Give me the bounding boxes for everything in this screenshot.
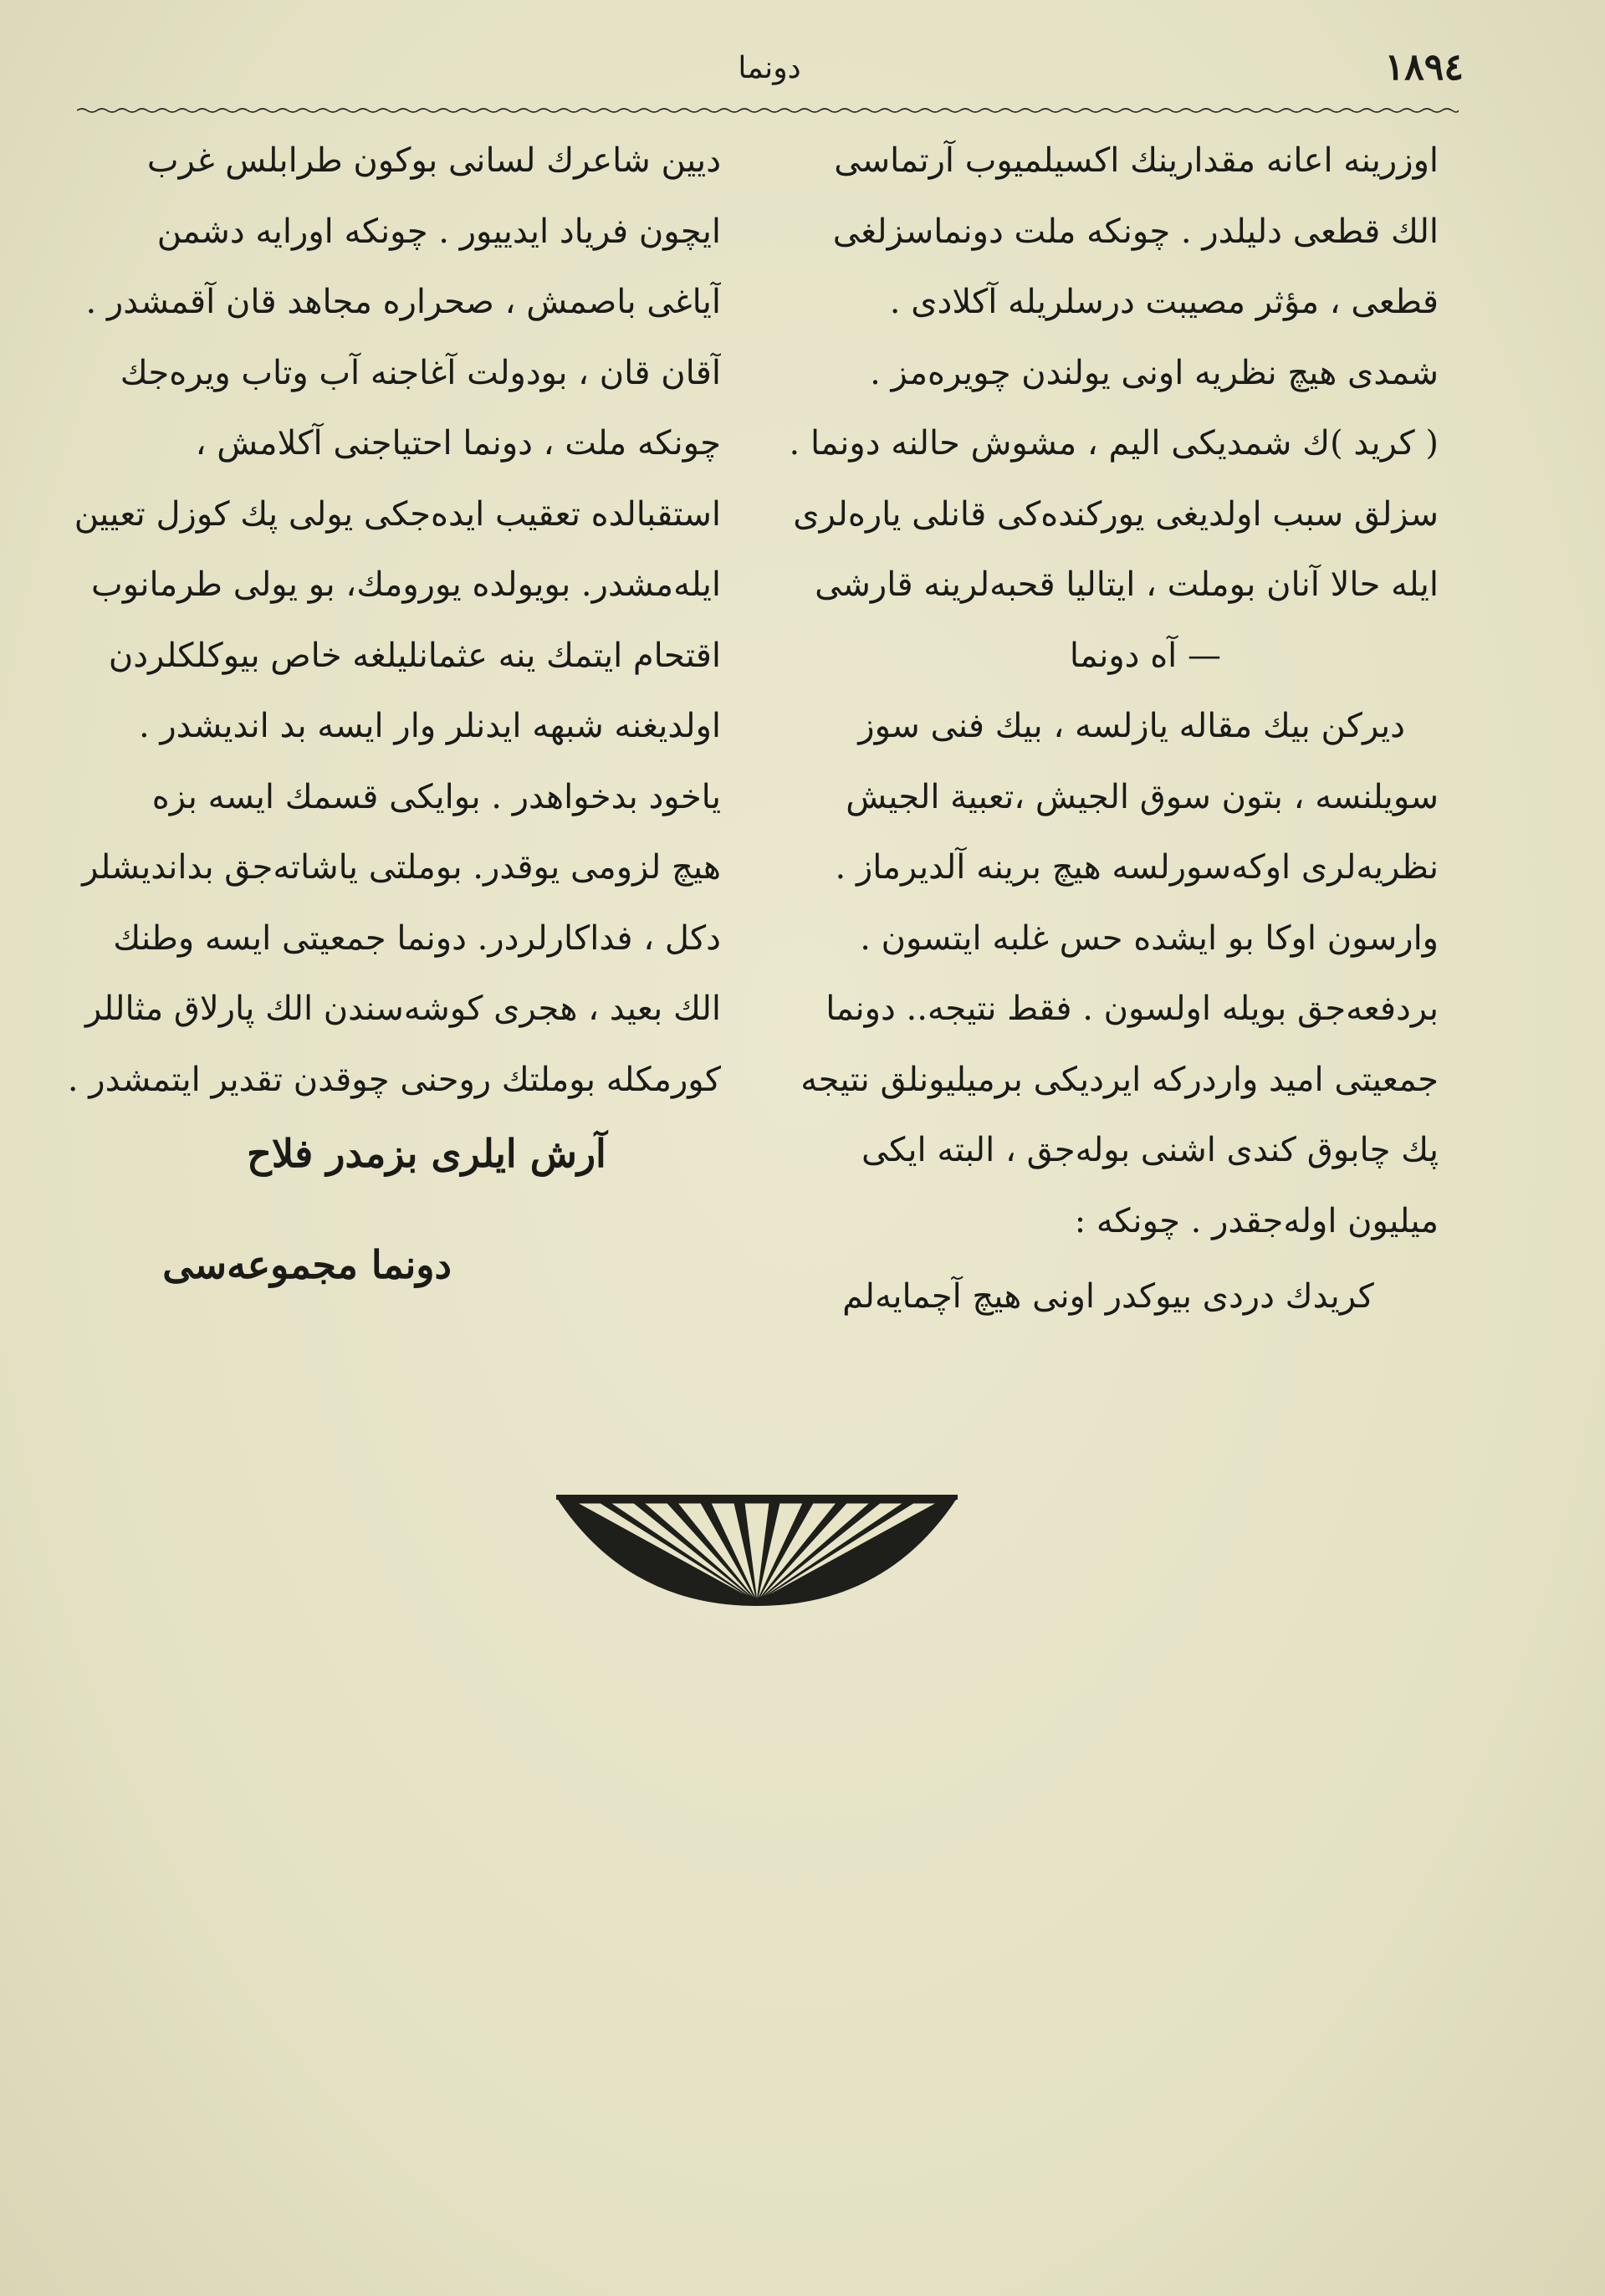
text-line: پك چابوق کندی اشنی بوله‌جق ، البته ایکی — [861, 1131, 1439, 1169]
page-header — [75, 46, 1464, 105]
text-line: دیرکن بیك مقاله یازلسه ، بیك فنی سوز — [858, 707, 1405, 745]
running-title: دونما — [738, 51, 801, 85]
text-line: نظریه‌لری اوکه‌سورلسه هیچ برینه آلدیرماز . — [835, 848, 1439, 887]
text-line: ایله‌مشدر. بویولده یورومك، بو یولی طرمانوب — [91, 565, 721, 604]
text-line: ( کرید )ك شمدیکی الیم ، مشوش حالنه دونما . — [789, 424, 1439, 463]
text-line: اوزرینه اعانه مقدارینك اکسیلمیوب آرتماسی — [834, 141, 1439, 180]
text-line: جمعیتی امید واردرکه ایردیکی برمیلیونلق نتیجه — [800, 1060, 1439, 1099]
right-column — [778, 125, 1439, 1332]
header-rule — [77, 107, 1459, 114]
text-line: شمدی هیچ نظریه اونی یولندن چویره‌مز . — [870, 353, 1439, 392]
page-number: ١٨٩٤ — [1384, 46, 1464, 89]
text-line: سزلق سبب اولدیغی یورکنده‌کی قانلی یاره‌لری — [793, 494, 1439, 534]
text-line: قطعی ، مؤثر مصیبت درسلریله آکلادی . — [889, 283, 1439, 321]
text-line: میلیون اوله‌جقدر . چونکه : — [1074, 1201, 1439, 1240]
text-line: دکل ، فداکارلردر. دونما جمعیتی ایسه وطنك — [113, 918, 721, 958]
text-line: استقبالده تعقیب ایده‌جکی یولی پك کوزل تعیین — [74, 494, 721, 534]
text-line: وارسون اوکا بو ایشده حس غلبه ایتسون . — [860, 918, 1439, 958]
text-line: آقان قان ، بودولت آغاجنه آب وتاب ویره‌جك — [120, 353, 721, 392]
text-line: سویلنسه ، بتون سوق الجیش ،تعبیة الجیش — [846, 777, 1439, 816]
text-line: دیین شاعرك لسانی بوکون طرابلس غرب — [146, 141, 721, 180]
text-line: اقتحام ایتمك ینه عثمانلیلغه خاص بیوکلکلردن — [108, 636, 721, 675]
verse-line: کریدك دردی بیوکدر اونی هیچ آچمایه‌لم — [842, 1277, 1374, 1316]
text-line: بردفعه‌جق بویله اولسون . فقط نتیجه.. دونما — [826, 989, 1439, 1028]
text-line: کورمکله بوملتك روحنی چوقدن تقدیر ایتمشدر . — [67, 1060, 721, 1099]
text-line: الك قطعی دلیلدر . چونکه ملت دونماسزلغی — [832, 212, 1439, 251]
text-line: هیچ لزومی یوقدر. بوملتی یاشاته‌جق بداندیشلر — [82, 848, 721, 887]
exclamation-line: — آه دونما — [1069, 636, 1221, 675]
text-line: چونکه ملت ، دونما احتیاجنی آکلامش ، — [195, 424, 721, 463]
text-line: ایله حالا آنان بوملت ، ایتالیا قحبه‌لرینه قارشی — [815, 565, 1439, 604]
fan-ornament-icon — [552, 1493, 962, 1610]
motto-signature: آرش ایلری بزمدر فلاح — [247, 1131, 606, 1176]
text-line: یاخود بدخواهدر . بوایکی قسمك ایسه بزه — [151, 777, 721, 816]
text-line: الك بعید ، هجری کوشه‌سندن الك پارلاق مثاللر — [84, 989, 721, 1028]
text-line: آیاغی باصمش ، صحراره مجاهد قان آقمشدر . — [85, 283, 721, 321]
left-column — [60, 125, 721, 1115]
text-line: اولدیغنه شبهه ایدنلر وار ایسه بد اندیشدر . — [138, 707, 721, 745]
publisher-name: دونما مجموعه‌سی — [162, 1242, 452, 1287]
text-line: ایچون فریاد ایدییور . چونکه اورایه دشمن — [156, 212, 721, 251]
